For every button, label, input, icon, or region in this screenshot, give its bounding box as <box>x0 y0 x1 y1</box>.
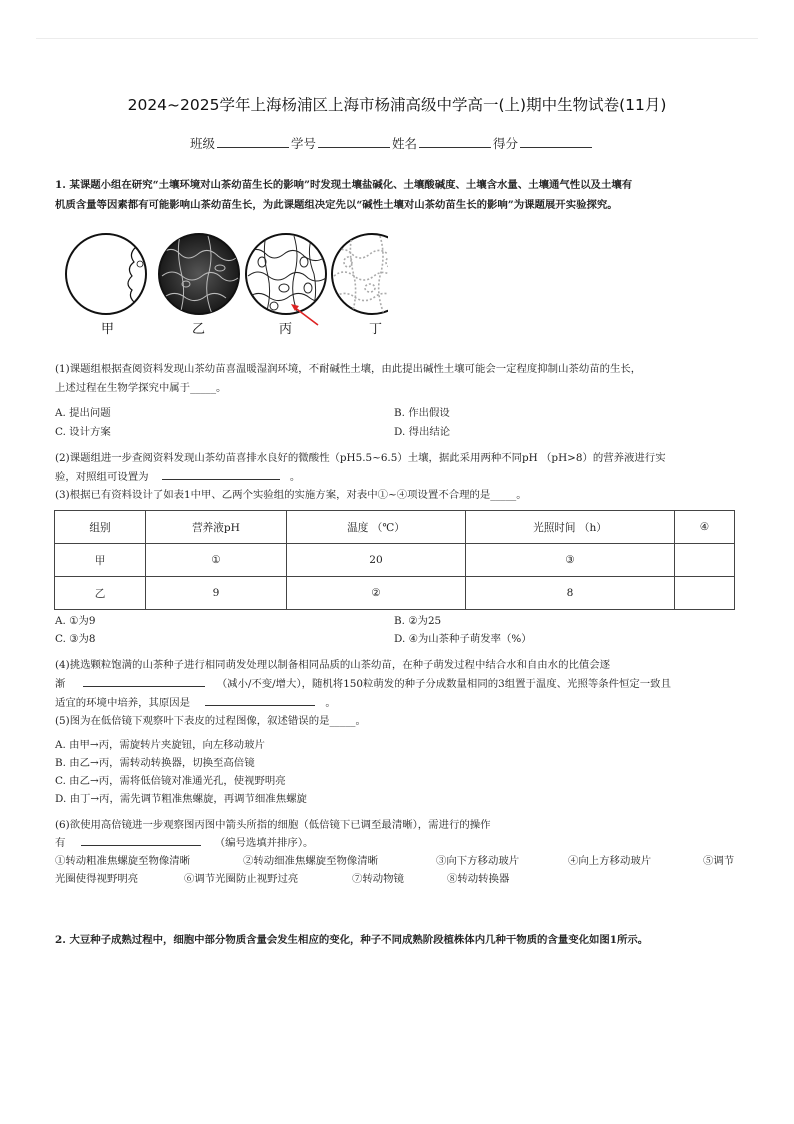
q1-part4-line3-text: 适宜的环境中培养，其原因是 <box>55 697 191 709</box>
table-header-cell: 营养液pH <box>146 511 287 544</box>
table-cell: ③ <box>466 544 675 577</box>
q1-part4-line1: (4)挑选颗粒饱满的山茶种子进行相同萌发处理以制备相同品质的山茶幼苗，在种子萌发过程中结合水和自由水的比值会逐 <box>55 659 611 671</box>
q1-part5-option-b[interactable]: B. 由乙→丙，需转动转换器，切换至高倍镜 <box>55 757 255 769</box>
q1-part2-line2-text: 验，对照组可设置为 <box>55 471 149 483</box>
q1-part5-line: (5)图为在低倍镜下观察叶下表皮的过程图像，叙述错误的是_____。 <box>55 715 366 727</box>
q1-part2-line1: (2)课题组进一步查阅资料发现山茶幼苗喜排水良好的微酸性（pH5.5~6.5）土壤，据此采用两种不同pH （pH>8）的营养液进行实 <box>55 452 666 464</box>
class-blank[interactable] <box>217 135 289 148</box>
q1-part4-line3-end: 。 <box>325 697 336 709</box>
table-cell: ② <box>287 577 466 610</box>
q1-part5-option-c[interactable]: C. 由乙→丙，需将低倍镜对准通光孔，使视野明亮 <box>55 775 286 787</box>
table-cell: 20 <box>287 544 466 577</box>
q1-part6-item-4: ④向上方移动玻片 <box>568 855 652 867</box>
q1-part1-option-b[interactable]: B. 作出假设 <box>394 407 450 419</box>
score-blank[interactable] <box>520 135 592 148</box>
q1-part1-option-c[interactable]: C. 设计方案 <box>55 426 111 438</box>
table-cell: 甲 <box>55 544 146 577</box>
q1-part6-line2-text: （编号选填并排序）。 <box>214 837 314 849</box>
header-divider <box>36 38 758 39</box>
table-cell: 8 <box>466 577 675 610</box>
q1-stem-line1: 1. 某课题小组在研究“土壤环境对山茶幼苗生长的影响”时发现土壤盐碱化、土壤酸碱度、土壤含水量、土壤通气性以及土壤有 <box>55 179 633 191</box>
table-cell: 乙 <box>55 577 146 610</box>
q1-part5-option-d[interactable]: D. 由丁→丙，需先调节粗准焦螺旋，再调节细准焦螺旋 <box>55 793 307 805</box>
q1-part3-option-a[interactable]: A. ①为9 <box>55 615 96 627</box>
q1-part6-line2-start: 有 <box>55 837 66 849</box>
q1-part6-item-7: ⑦转动物镜 <box>352 873 404 885</box>
q1-part2-line2 <box>55 468 300 487</box>
q1-part3-option-b[interactable]: B. ②为25 <box>394 615 442 627</box>
q1-part5-option-a[interactable]: A. 由甲→丙，需旋转片夹旋钮，向左移动玻片 <box>55 739 265 751</box>
q1-stem-line2: 机质含量等因素都有可能影响山茶幼苗生长，为此课题组决定先以“碱性土壤对山茶幼苗生长的影响”为课题展开实验探究。 <box>55 199 618 211</box>
q1-part4-answer-blank-1[interactable] <box>83 676 205 687</box>
q1-part2-line2-end: 。 <box>289 471 301 483</box>
id-label: 学号 <box>291 136 317 151</box>
q1-part3-option-d[interactable]: D. ④为山茶种子萌发率（%） <box>394 633 532 645</box>
q1-part4-line2-start: 渐 <box>55 678 66 690</box>
q1-part3-option-c[interactable]: C. ③为8 <box>55 633 96 645</box>
field-jia <box>66 234 146 314</box>
q1-part4-line2-text: （减小/不变/增大），随机将150粒萌发的种子分成数量相同的3组置于温度、光照等条件恒定一致且 <box>216 678 671 690</box>
q1-part4-line3 <box>55 694 336 713</box>
student-info-line <box>190 134 594 152</box>
q1-part6-item-5-cont: 光圈使得视野明亮 <box>55 873 139 885</box>
q1-part6-item-6: ⑥调节光圈防止视野过亮 <box>184 873 299 885</box>
q1-part1-line1: (1)课题组根据查阅资料发现山茶幼苗喜温暖湿润环境，不耐碱性土壤，由此提出碱性土壤可能会一定程度抑制山茶幼苗的生长， <box>55 363 642 375</box>
table-row <box>55 577 735 610</box>
name-blank[interactable] <box>419 135 491 148</box>
label-yi: 乙 <box>192 322 206 337</box>
field-bing <box>246 234 326 325</box>
q1-part1-option-d[interactable]: D. 得出结论 <box>394 426 451 438</box>
q1-part6-item-3: ③向下方移动玻片 <box>436 855 520 867</box>
label-bing: 丙 <box>279 322 293 337</box>
q1-part6-item-1: ①转动粗准焦螺旋至物像清晰 <box>55 855 191 867</box>
q1-part1-line2: 上述过程在生物学探究中属于_____。 <box>55 382 227 394</box>
q1-part4-line2 <box>55 675 671 694</box>
table-row <box>55 544 735 577</box>
q1-part6-line2 <box>55 834 313 853</box>
label-ding: 丁 <box>369 322 383 337</box>
table-cell <box>675 577 735 610</box>
experiment-table <box>54 510 735 610</box>
table-cell: ① <box>146 544 287 577</box>
q1-part6-item-5: ⑤调节 <box>703 855 735 867</box>
q1-part6-item-8: ⑧转动转换器 <box>447 873 510 885</box>
q1-part3-line: (3)根据已有资料设计了如表1中甲、乙两个实验组的实施方案，对表中①~④项设置不合理的是_____。 <box>55 489 527 501</box>
q1-part6-item-2: ②转动细准焦螺旋至物像清晰 <box>243 855 379 867</box>
field-ding <box>332 234 388 314</box>
table-header-cell: 组别 <box>55 511 146 544</box>
field-yi <box>159 234 239 314</box>
q1-part2-answer-blank[interactable] <box>162 469 280 480</box>
score-label: 得分 <box>493 136 519 151</box>
table-header-cell: 温度 （℃） <box>287 511 466 544</box>
q1-part1-option-a[interactable]: A. 提出问题 <box>55 407 111 419</box>
q1-part6-answer-blank[interactable] <box>81 835 201 846</box>
table-header-cell: ④ <box>675 511 735 544</box>
table-header-cell: 光照时间 （h） <box>466 511 675 544</box>
name-label: 姓名 <box>392 136 418 151</box>
table-cell: 9 <box>146 577 287 610</box>
class-label: 班级 <box>190 136 216 151</box>
table-cell <box>675 544 735 577</box>
label-jia: 甲 <box>101 322 115 337</box>
q2-stem: 2. 大豆种子成熟过程中，细胞中部分物质含量会发生相应的变化，种子不同成熟阶段植株体内几种干物质的含量变化如图1所示。 <box>55 934 649 946</box>
q1-part6-line1: (6)欲使用高倍镜进一步观察图丙图中箭头所指的细胞（低倍镜下已调至最清晰），需进行的操作 <box>55 819 491 831</box>
page-title: 2024~2025学年上海杨浦区上海市杨浦高级中学高一(上)期中生物试卷(11月) <box>127 96 667 114</box>
q1-part4-answer-blank-2[interactable] <box>205 695 315 706</box>
id-blank[interactable] <box>318 135 390 148</box>
table-header-row <box>55 511 735 544</box>
